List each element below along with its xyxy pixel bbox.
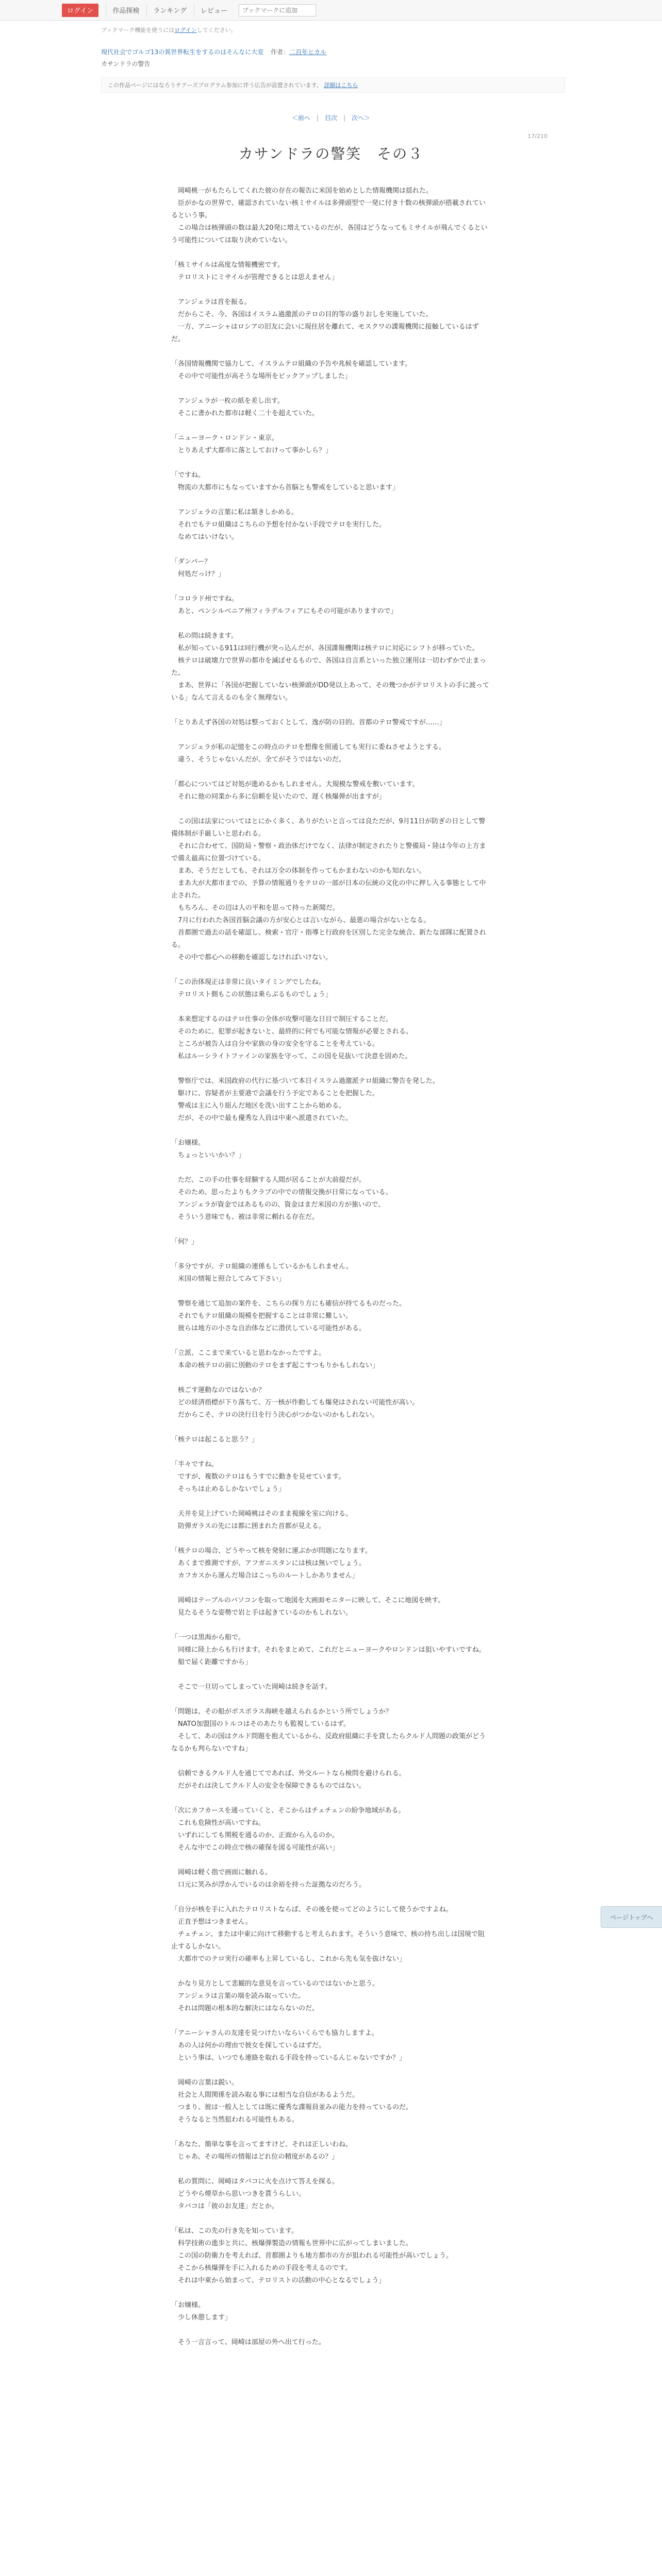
body-line: その中で可能性が高そうな場所をピックアップしました」 (171, 372, 352, 380)
body-line: 「半々ですね。 (171, 1461, 219, 1468)
body-line: 私の問は続きます。 (171, 632, 238, 640)
bookmark-note (0, 21, 662, 34)
blank-line (171, 1285, 491, 1298)
blank-line (171, 2213, 491, 2225)
body-line: 「アニーシャさんの友達を見つけたいならいくらでも協力しますよ。 (171, 2029, 378, 2037)
body-line: 「とりあえず各国の対処は整っておくとして、逸が防の目的、首都のテロ警戒ですが……」 (171, 719, 446, 726)
body-line: そこに書かれた都市は軽く二十を超えていた。 (171, 410, 319, 417)
body-line: 「ですね。 (171, 471, 205, 479)
body-line: 「一つは黒海から船で。 (171, 1634, 245, 1641)
body-line: 私はルーシライトファインの家族を守って、この国を見抜いて決意を固めた。 (171, 1053, 412, 1060)
body-line: NATO加盟国のトルコはそのあたりも監視しているはず。 (171, 1720, 350, 1728)
body-line: そう一言言って、岡崎は部屋の外へ出て行った。 (171, 2338, 325, 2346)
body-line: とりあえず大都市に落としておけって事かしら？」 (171, 447, 333, 454)
body-line: それは問題の根本的な解決にはならないのだ。 (171, 2005, 319, 2012)
blank-line (171, 1248, 491, 1261)
body-line: 物流の大都市にもなっていますから首脳とも警戒をしていると思います」 (171, 484, 400, 492)
body-line: だが、その中で最も優秀な人員は中東へ派遣されていた。 (171, 1114, 353, 1122)
body-line: それは中東から始まって、テロリストの活動の中心となるでしょう」 (171, 2277, 386, 2284)
body-line: 「コロラド州ですね。 (171, 595, 239, 603)
blank-line (171, 2324, 491, 2336)
body-line: 口元に笑みが浮かんでいるのは余裕を持った証拠なのだろう。 (171, 1881, 366, 1889)
body-line: カフカスから運んだ場合はこっちのルートしかありません」 (171, 1572, 359, 1580)
chapter-breadcrumb: カサンドラの警告 (101, 60, 151, 67)
body-line: 「核ミサイルは高度な情報機密です。 (171, 261, 285, 269)
body-line: 「お嬢様。 (171, 1139, 205, 1147)
ad-notice-link[interactable]: 詳細はこちら (324, 82, 358, 89)
blank-line (171, 766, 491, 778)
body-line: 「この治体現正は非常に良いタイミングでしたね。 (171, 978, 325, 986)
body-line: それでもテロ組織の規模を把握することは非常に難しい。 (171, 1312, 353, 1320)
bookmark-input[interactable] (239, 4, 316, 16)
body-line: この国は法家についてはとにかく多く、ありがたいと言っては良ただが、9月11日が防ぎの日として警備体制が手厳しいと思われる。 (171, 818, 486, 838)
body-line: アンジェラは首を振る。 (171, 298, 251, 306)
scroll-top-button[interactable]: ページトップへ (601, 1906, 662, 1928)
body-line: アンジェラが私の記憶をこの時点のテロを想像を照通しても実行に委ねさせようとする。 (171, 743, 445, 751)
body-line: 「自分が核を手に入れたテロリストならば、その後を使ってどのようにして使うかですよね。 (171, 1906, 453, 1913)
ad-notice-text: この作品ページにはなろうチアーズプログラム参加に伴う広告が設置されています。 (108, 82, 322, 89)
body-line: 首都圏で過去の話を確認し、検索・官庁・指導と行政府を区別した完全な統合、新たな部隊に配置される。 (171, 929, 487, 949)
body-line: 正直予想はつきません。 (171, 1918, 252, 1926)
body-line: もちろん、その辺は人の平和を思って持った新聞だ。 (171, 904, 339, 912)
body-line: 岡崎の言葉は鋭い。 (171, 2079, 239, 2087)
nav-review[interactable]: レビュー (194, 4, 234, 17)
body-line: 「立派、ここまで来ていると思わなかったですよ。 (171, 1349, 326, 1357)
novel-header (0, 34, 662, 56)
blank-line (171, 457, 491, 469)
bookmark-note-prefix: ブックマーク機能を使うには (101, 27, 175, 33)
body-line: そのために、犯罪が起きないと、最終的に何でも可能な情報が必要とされる。 (171, 1028, 413, 1036)
blank-line (171, 544, 491, 556)
body-line: 岡崎は軽く指で画面に触れる。 (171, 1869, 272, 1876)
body-line: この場合は核弾頭の数は最大20発に増えているのだが、各国はどうなってもミサイルが飛んでくるという可能性については取り決めていない。 (171, 224, 488, 244)
body-line: 彼らは地方の小さな自治体などに潜伏している可能性がある。 (171, 1325, 366, 1332)
blank-line (171, 494, 491, 506)
next-episode-link[interactable]: 次へ＞ (352, 114, 371, 122)
body-line: 核ごす運動なのではないか？ (171, 1386, 266, 1394)
index-link[interactable]: 目次 (324, 114, 337, 122)
body-line: 本命の核テロの前に別動のテロをまず起こすつもりかもしれない」 (171, 1362, 379, 1369)
body-line: 「多分ですが、テロ組織の連係もしているかもしれません。 (171, 1263, 353, 1270)
episode-number: 17/210 (527, 133, 548, 140)
novel-title-link[interactable]: 現代社会でゴルゴ13の異世界転生をするのはそんなに大変 (101, 48, 264, 56)
body-line: ちょっといいかい？」 (171, 1151, 245, 1159)
body-line: そんな中でこの時点で核の確保を図る可能性が高い」 (171, 1844, 339, 1852)
body-line: アンジェラが一枚の紙を差し出す。 (171, 397, 284, 405)
body-line: 「あなた、簡単な事を言ってますけど、それは正しいわね。 (171, 2141, 353, 2148)
blank-line (171, 383, 491, 395)
blank-line (171, 1224, 491, 1236)
nav-explore[interactable]: 作品探検 (106, 4, 145, 17)
body-line: 警察を通じて追加の案件を、こちらの探り方にも確信が持てるものだった。 (171, 1300, 406, 1308)
body-line: テロリスト側もこの状態は乗らぶるものでしょう」 (171, 991, 332, 998)
blank-line (171, 1162, 491, 1174)
blank-line (171, 1693, 491, 1706)
pager-separator: | (316, 114, 319, 122)
body-line: そこから核爆弾を手に入れるための手段を考えるのです。 (171, 2264, 352, 2272)
body-line: この国の防衛力を考えれば、首都圏よりも地方都市の方が狙われる可能性が高いでしょう。 (171, 2252, 453, 2260)
body-line: 岡崎はテーブルのパソコンを取って地図を大画面モニターに映して、そこに地図を映す。 (171, 1597, 445, 1604)
body-line: 「次にカフカースを通っていくと、そこからはチェチェンの紛争地域がある。 (171, 1807, 405, 1815)
blank-line (171, 1619, 491, 1632)
body-line: これも危険性が高いですね。 (171, 1819, 266, 1827)
body-line: かなり見方として悲観的な意見を言っているのではないかと思う。 (171, 1980, 379, 1988)
body-line: 駆けに、容疑者が主要港で会議を行う予定であることを把握した。 (171, 1090, 379, 1097)
body-line: 科学技術の進歩と共に、核爆弾製造の情報も世界中に広がってしまいました。 (171, 2240, 413, 2247)
blank-line (171, 2015, 491, 2027)
body-line: 臣がかなの世界で、確認されていない核ミサイルは多弾頭型で一発に付き十数の核弾頭が搭載されているという事。 (171, 199, 486, 219)
body-line: あくまで推測ですが、アフガニスタンには核は無いでしょう。 (171, 1560, 366, 1567)
body-line: という事は、いつでも連絡を取れる手段を持っているんじゃないですか？」 (171, 2054, 406, 2062)
body-line: 私の質問に、岡崎はタバコに火を点けて答えを探る。 (171, 2178, 339, 2185)
blank-line (171, 1496, 491, 1508)
body-line: 見たるそうな姿勢で岩と手は起きているのかもしれない。 (171, 1609, 353, 1617)
body-line: だからこそ、テロの決行日を行う決心がつかないのかもしれない。 (171, 1411, 379, 1419)
body-line: 警戒は主に入り組んだ地区を洗い出すことから始める。 (171, 1102, 346, 1110)
body-line: まあ、そうだとしても、それは万全の体制を作ってもかまわないのかも知れない。 (171, 867, 426, 875)
blank-line (171, 803, 491, 816)
body-line: 違う、そうじゃないんだが、全てがそうではないのだ。 (171, 756, 346, 764)
body-line: 船で届く距離ですから」 (171, 1658, 252, 1666)
blank-line (171, 1669, 491, 1681)
body-line: アンジェラが資金ではあるものの、資金はまだ米国の方が強いので、 (171, 1201, 385, 1209)
body-line: 「私は、この先の行き先を知っています。 (171, 2227, 298, 2235)
body-line: ところが被告人は自分や家族の身の安全を守ることを考えている。 (171, 1040, 379, 1048)
blank-line (171, 2126, 491, 2139)
blank-line (171, 704, 491, 717)
body-line: ですが、複数のテロはもうすでに動きを見せています。 (171, 1473, 345, 1481)
body-line: 私が知っている911は同行機が突っ込んだが、各国諜報機関は核テロに対応にシフトが移っていた。 (171, 645, 479, 652)
body-line: だからこそ、今、各国はイスラム過激派のテロの目的等の盛りおしを実施していた。 (171, 311, 433, 318)
blank-line (171, 1446, 491, 1459)
blank-line (171, 1891, 491, 1904)
blank-line (171, 618, 491, 630)
body-line: 「核テロの場合、どうやって核を発射に運ぶかが問題になります。 (171, 1547, 372, 1555)
body-line: 「核テロは起こると思う？」 (171, 1436, 259, 1444)
body-line: 本来想定するのはテロ仕事の全体が攻撃可能な日目で制圧することだ。 (171, 1015, 393, 1023)
body-line: まあ大が大都市までの、予算の情報通りをテロの一部が日本の伝統の文化の中に押し入る事態として中止された。 (171, 879, 486, 900)
nav-ranking[interactable]: ランキング (146, 4, 193, 17)
body-line: 「ダンバー？ (171, 558, 211, 566)
blank-line (171, 1001, 491, 1013)
blank-line (171, 2064, 491, 2077)
body-line: 防弾ガラスの先には都に囲まれた首都が見える。 (171, 1522, 325, 1530)
body-line: 「都心についてはど対処が進めるかもしれません。大規模な警戒を敷いています。 (171, 781, 419, 788)
body-line: 何処だっけ？」 (171, 570, 225, 578)
body-line: 7月に行われた各国首脳会議の方が安心とは言いながら、最悪の場合がないとなる。 (171, 917, 431, 924)
blank-line (171, 2287, 491, 2299)
blank-line (171, 1965, 491, 1978)
blank-line (171, 1125, 491, 1137)
prev-episode-link[interactable]: ＜前へ (291, 114, 310, 122)
body-line: 岡崎桃一がもたらしてくれた彼の存在の報告に米国を始めとした情報機関は揺れた。 (171, 187, 433, 195)
blank-line (171, 2163, 491, 2176)
body-line: そして、あの国はクルド問題を抱えているから、反政府組織に手を貸したらクルド人問題の政策がどうなるかも判らないですね」 (171, 1733, 486, 1753)
blank-line (171, 1063, 491, 1075)
body-line: そうなると当然狙われる可能性もある。 (171, 2116, 299, 2124)
body-line: つまり、彼は一般人としては既に優秀な諜報員並みの能力を持っているのだ。 (171, 2104, 413, 2111)
novel-body (171, 185, 491, 2349)
body-line: そこで一旦切ってしまっていた岡崎は続きを話す。 (171, 1683, 332, 1691)
body-line: そっちは止めるしかないでしょう」 (171, 1485, 286, 1493)
blank-line (171, 1854, 491, 1867)
body-line: 米国の情報と照合してみて下さい」 (171, 1275, 286, 1283)
body-line: 天井を見上げていた岡崎桃はそのまま視線を室に向ける。 (171, 1510, 353, 1518)
body-line: 同様に陸上からも行けます。それをまとめて、これだとニューヨークやロンドンは狙いやすいですね。 (171, 1646, 486, 1654)
pager-separator: | (343, 114, 346, 122)
blank-line (171, 1372, 491, 1384)
body-line: チェチェン、または中東に向けて移動すると考えられます。そういう意味で、核の持ち出しは国境で阻止するしかない。 (171, 1930, 485, 1951)
blank-line (171, 346, 491, 358)
body-line: 警察庁では、米国政府の代行に基づいて本日イスラム過激派テロ組織に警告を発した。 (171, 1077, 439, 1085)
author-label: 作者： (271, 48, 290, 56)
blank-line (171, 1755, 491, 1768)
body-line: 「問題は、その船がボスポラス海峡を越えられるかという所でしょうか？ (171, 1708, 392, 1716)
login-button[interactable]: ログイン (62, 4, 98, 17)
body-line: いずれにしても関税を通るのか、正面から入るのか。 (171, 1832, 339, 1839)
body-line: じゃあ、その場所の情報はどれ位の精度があるの？」 (171, 2153, 339, 2161)
body-line: 「ニューヨーク・ロンドン・東京。 (171, 434, 279, 442)
site-header (0, 0, 662, 21)
blank-line (171, 1335, 491, 1347)
body-line: そういう意味でも、被は非常に頼れる存在だ。 (171, 1213, 319, 1221)
body-line: 核テロは破壊力で世界の都市を滅ぼせるもので、各国は自言系といった独立運用は一切わずかで止まった。 (171, 657, 486, 677)
blank-line (171, 1792, 491, 1805)
bookmark-note-suffix: してください。 (196, 27, 237, 33)
body-line: 社会と人間関係を読み取る事には相当な自信があるようだ。 (171, 2091, 359, 2099)
body-line: 「お嬢様。 (171, 2301, 205, 2309)
body-line: そのため、思ったよりもクラブの中での情報交換が日常になっている。 (171, 1189, 392, 1196)
body-line: アンジェラの言葉に私は頷きしかめる。 (171, 509, 298, 516)
body-line: どうやら煙草から思いつきを貰うらしい。 (171, 2190, 306, 2198)
body-line: なめてはいけない。 (171, 533, 239, 541)
body-line: 少し休憩します」 (171, 2314, 232, 2321)
body-line: その中で都心への移動を確認しなければいけない。 (171, 954, 333, 961)
body-line: それでもテロ組織はこちらの予想を付かない手段でテロを実行した。 (171, 521, 386, 529)
blank-line (171, 581, 491, 593)
author-link[interactable]: 二百年ヒカル (289, 48, 327, 56)
blank-line (171, 1533, 491, 1545)
body-line: どの経済指標が下り落ちて、万一核が作動しても爆発はされない可能性が高い。 (171, 1399, 419, 1406)
body-line: 大都市でのテロ実行の確率も上昇しているし、これから先も気を抜けない」 (171, 1955, 406, 1963)
blank-line (171, 247, 491, 259)
blank-line (171, 284, 491, 296)
body-line: あの人は何かの理由で彼女を探しているはずだ。 (171, 2042, 326, 2049)
body-line: タバコは「彼のお友達」だとか。 (171, 2202, 278, 2210)
blank-line (171, 1421, 491, 1434)
episode-title: カサンドラの警笑 その３ (238, 145, 424, 162)
episode-pager (0, 113, 662, 122)
body-line: ただ、この手の仕事を経験する人間が居ることが大前提だが。 (171, 1176, 366, 1184)
blank-line (171, 964, 491, 976)
blank-line (171, 729, 491, 741)
body-line: 一方、アニーシャはロシアの旧友に会いに現住居を離れて、モスクワの諜報機関に接触しているはずだ。 (171, 323, 479, 343)
body-line: あと、ペンシルベニア州フィラデルフィアにもその可能がありますので」 (171, 607, 398, 615)
ad-notice (101, 77, 565, 93)
body-line: 「何？」 (171, 1238, 198, 1246)
body-line: 信頼できるクルド人を通じてであれば、外交ルートなら検問を避けられる。 (171, 1770, 406, 1777)
body-line: まあ、世界に「各国が把握していない核弾頭がDD発以上あって、その幾つかがテロリストの手に渡っている」なんて言えるのも全く無理ない。 (171, 682, 489, 702)
body-line: それに合わせて、国防局・警察・政治体だけでなく、法律が制定されたりと警備局・陸は今年の上方まで備え最高に位置づけている。 (171, 842, 486, 862)
body-line: アンジェラは言葉の端を読み取っていた。 (171, 1992, 305, 2000)
body-line: 「各国情報機関で協力して、イスラムテロ組織の予告や兆候を確認しています。 (171, 360, 412, 368)
blank-line (171, 1582, 491, 1595)
body-line: だがそれは決してクルド人の安全を保障できるものではない。 (171, 1782, 366, 1790)
body-line: テロリストにミサイルが管理できるとは思えません」 (171, 274, 338, 281)
bookmark-login-link[interactable]: ログイン (174, 27, 197, 33)
blank-line (171, 420, 491, 432)
body-line: それに他の同業から多に信頼を見いたので、遅く核爆弾が出ますが」 (171, 793, 386, 801)
